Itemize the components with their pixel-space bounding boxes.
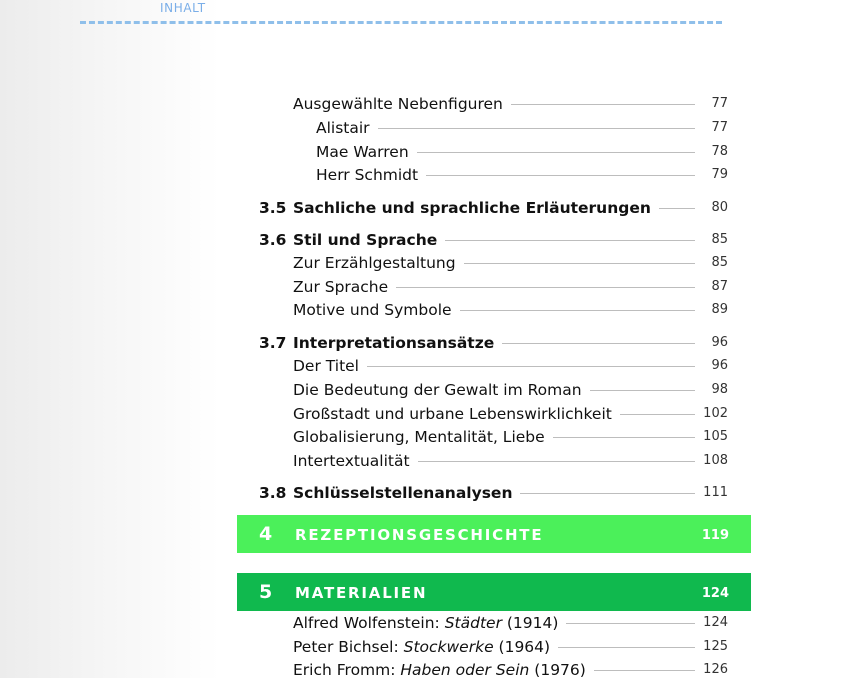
toc-entry-page: 108 bbox=[703, 453, 728, 468]
leader-line bbox=[418, 461, 695, 462]
material-entry[interactable] bbox=[0, 612, 848, 634]
leader-line bbox=[417, 152, 695, 153]
toc-entry[interactable] bbox=[0, 252, 848, 274]
material-author: Erich Fromm: bbox=[293, 661, 401, 679]
toc-entry[interactable] bbox=[0, 164, 848, 186]
toc-entry-title: Ausgewählte Nebenfiguren bbox=[293, 93, 509, 115]
leader-line bbox=[445, 240, 695, 241]
toc-entry-title: Mae Warren bbox=[316, 141, 415, 163]
toc-section-3-5[interactable] bbox=[0, 197, 848, 219]
material-work: Stockwerke bbox=[403, 638, 494, 656]
toc-entry[interactable] bbox=[0, 426, 848, 448]
chapter-title: MATERIALIEN bbox=[295, 584, 428, 602]
chapter-page: 124 bbox=[701, 586, 729, 601]
toc-entry-page: 77 bbox=[711, 96, 728, 111]
leader-line bbox=[396, 287, 695, 288]
leader-line bbox=[502, 343, 695, 344]
leader-line bbox=[426, 175, 695, 176]
toc-entry-page: 85 bbox=[711, 232, 728, 247]
leader-line bbox=[464, 263, 695, 264]
chapter-5-heading[interactable] bbox=[237, 573, 751, 611]
chapter-page: 119 bbox=[701, 528, 729, 543]
material-page: 125 bbox=[703, 639, 728, 654]
toc-entry-title: Schlüsselstellenanalysen bbox=[293, 482, 518, 504]
toc-section-3-8[interactable] bbox=[0, 482, 848, 504]
toc-entry-page: 78 bbox=[711, 144, 728, 159]
running-header: INHALT bbox=[160, 1, 206, 15]
toc-entry-title: Großstadt und urbane Lebenswirklichkeit bbox=[293, 403, 618, 425]
material-year: (1964) bbox=[493, 638, 551, 656]
toc-entry-page: 89 bbox=[711, 302, 728, 317]
material-page: 126 bbox=[703, 662, 728, 677]
chapter-4-heading[interactable] bbox=[237, 515, 751, 553]
leader-line bbox=[620, 414, 695, 415]
leader-line bbox=[378, 128, 695, 129]
toc-entry[interactable] bbox=[0, 93, 848, 115]
material-year: (1976) bbox=[529, 661, 586, 679]
leader-line bbox=[460, 310, 695, 311]
toc-entry-page: 105 bbox=[703, 429, 728, 444]
toc-entry[interactable] bbox=[0, 117, 848, 139]
toc-entry-page: 85 bbox=[711, 255, 728, 270]
toc-entry-page: 87 bbox=[711, 279, 728, 294]
toc-entry-title: Motive und Symbole bbox=[293, 299, 458, 321]
toc-entry-title: Interpretationsansätze bbox=[293, 332, 500, 354]
toc-entry[interactable] bbox=[0, 450, 848, 472]
material-work: Haben oder Sein bbox=[400, 661, 530, 679]
leader-line bbox=[520, 493, 695, 494]
toc-entry-title: Intertextualität bbox=[293, 450, 416, 472]
toc-entry-page: 77 bbox=[711, 120, 728, 135]
leader-line bbox=[594, 670, 695, 671]
toc-entry-page: 111 bbox=[703, 485, 728, 500]
leader-line bbox=[558, 647, 695, 648]
header-rule bbox=[80, 21, 722, 24]
toc-section-3-7[interactable] bbox=[0, 332, 848, 354]
leader-line bbox=[590, 390, 695, 391]
toc-entry[interactable] bbox=[0, 403, 848, 425]
leader-line bbox=[659, 208, 695, 209]
leader-line bbox=[511, 104, 695, 105]
leader-line bbox=[553, 437, 695, 438]
toc-entry[interactable] bbox=[0, 379, 848, 401]
toc-entry-title: Zur Sprache bbox=[293, 276, 394, 298]
material-year: (1914) bbox=[501, 614, 559, 632]
section-number: 3.6 bbox=[259, 231, 287, 249]
material-author: Peter Bichsel: bbox=[293, 638, 404, 656]
toc-entry-page: 98 bbox=[711, 382, 728, 397]
leader-line bbox=[367, 366, 695, 367]
toc-entry-page: 79 bbox=[711, 167, 728, 182]
material-entry[interactable] bbox=[0, 636, 848, 658]
toc-entry-page: 96 bbox=[711, 335, 728, 350]
chapter-title: REZEPTIONSGESCHICHTE bbox=[295, 526, 544, 544]
leader-line bbox=[566, 623, 695, 624]
toc-entry-page: 96 bbox=[711, 358, 728, 373]
toc-entry-title: Die Bedeutung der Gewalt im Roman bbox=[293, 379, 588, 401]
chapter-number: 5 bbox=[259, 581, 273, 603]
toc-entry-title: Herr Schmidt bbox=[316, 164, 424, 186]
section-number: 3.7 bbox=[259, 334, 287, 352]
chapter-number: 4 bbox=[259, 523, 273, 545]
toc-entry-title: Sachliche und sprachliche Erläuterungen bbox=[293, 197, 657, 219]
material-author: Alfred Wolfenstein: bbox=[293, 614, 445, 632]
material-page: 124 bbox=[703, 615, 728, 630]
section-number: 3.8 bbox=[259, 484, 287, 502]
toc-entry[interactable] bbox=[0, 355, 848, 377]
toc-entry-title: Der Titel bbox=[293, 355, 365, 377]
toc-entry-title: Zur Erzählgestaltung bbox=[293, 252, 462, 274]
toc-entry-title: Stil und Sprache bbox=[293, 229, 443, 251]
toc-entry-page: 80 bbox=[711, 200, 728, 215]
toc-section-3-6[interactable] bbox=[0, 229, 848, 251]
toc-entry[interactable] bbox=[0, 299, 848, 321]
section-number: 3.5 bbox=[259, 199, 287, 217]
material-work: Städter bbox=[444, 614, 502, 632]
toc-entry[interactable] bbox=[0, 276, 848, 298]
toc-entry-title: Alistair bbox=[316, 117, 376, 139]
toc-entry[interactable] bbox=[0, 141, 848, 163]
toc-entry-page: 102 bbox=[703, 406, 728, 421]
toc-entry-title: Globalisierung, Mentalität, Liebe bbox=[293, 426, 551, 448]
